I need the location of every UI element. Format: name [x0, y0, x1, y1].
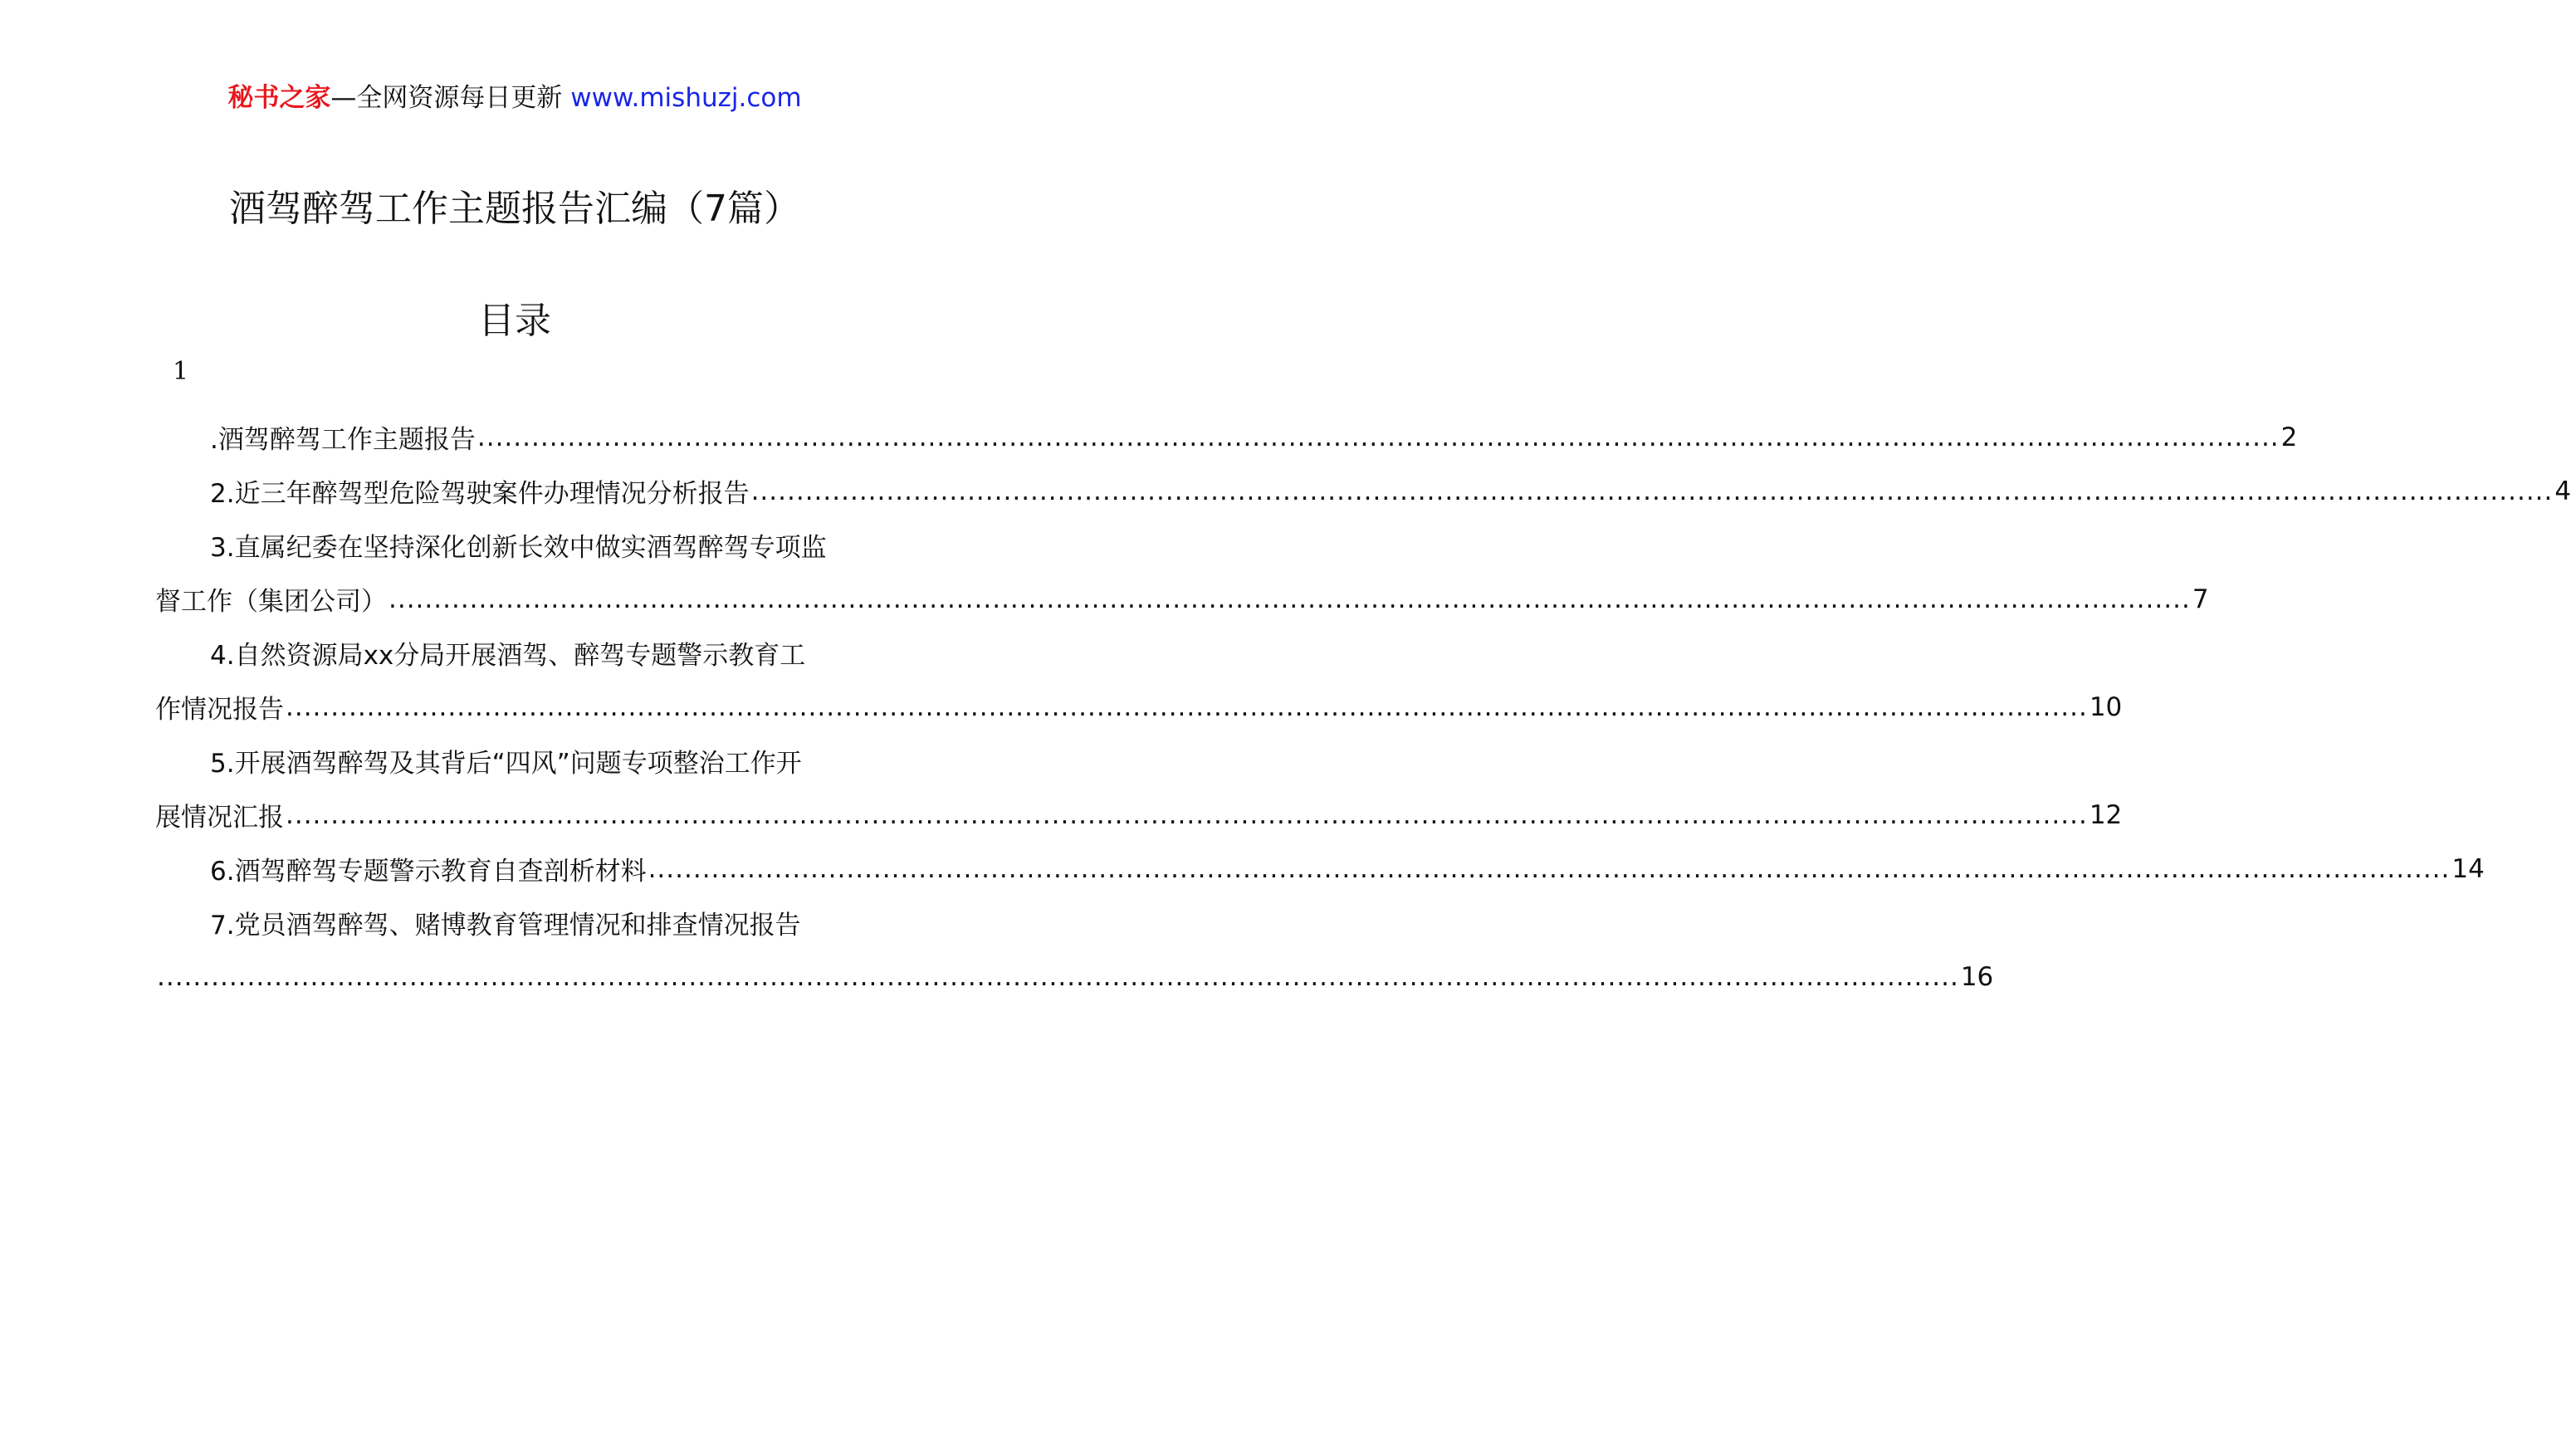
- toc-dot-leader: ........................................................................................................................................................................................................: [286, 691, 2088, 722]
- toc-page-number: 16: [1960, 961, 1994, 992]
- toc-page-number: 10: [2089, 691, 2123, 722]
- toc-entry-line[interactable]: [155, 464, 2571, 518]
- toc-dot-leader: ........................................................................................................................................................................................................: [389, 584, 2191, 614]
- toc-page-number: 7: [2192, 584, 2209, 614]
- toc-entry-text: 3.直属纪委在坚持深化创新长效中做实酒驾醉驾专项监: [210, 533, 827, 563]
- toc-entry-text: .酒驾醉驾工作主题报告: [210, 425, 476, 455]
- document-title: 酒驾醉驾工作主题报告汇编（7篇）: [229, 188, 800, 230]
- toc-page-number: 12: [2089, 799, 2123, 830]
- toc-entry-line[interactable]: [155, 788, 2123, 842]
- toc-entry-text: 7.党员酒驾醉驾、赌博教育管理情况和排查情况报告: [210, 911, 801, 941]
- table-of-contents: [155, 410, 2571, 1004]
- header-slogan: —全网资源每日更新: [330, 83, 563, 113]
- toc-entry-line[interactable]: [155, 680, 2123, 734]
- toc-page-number: 2: [2280, 422, 2298, 452]
- toc-entry-text: 2.近三年醉驾型危险驾驶案件办理情况分析报告: [210, 479, 750, 509]
- toc-entry-text: 6.酒驾醉驾专题警示教育自查剖析材料: [210, 857, 647, 887]
- page-marker: 1: [173, 357, 189, 386]
- toc-entry-text: 4.自然资源局xx分局开展酒驾、醉驾专题警示教育工: [210, 641, 806, 671]
- brand-name: 秘书之家: [227, 83, 331, 113]
- toc-entry-line[interactable]: [155, 410, 2298, 464]
- site-header: [0, 81, 1029, 115]
- toc-dot-leader: ........................................................................................................................................................................................................: [286, 799, 2088, 830]
- toc-entry-line[interactable]: [155, 842, 2485, 896]
- toc-entry-text: 督工作（集团公司）: [155, 587, 387, 617]
- toc-page-number: 14: [2451, 853, 2485, 884]
- toc-entry-text: 5.开展酒驾醉驾及其背后“四风”问题专项整治工作开: [210, 749, 802, 779]
- site-url-link[interactable]: www.mishuzj.com: [570, 83, 802, 113]
- toc-entry-line[interactable]: [155, 734, 875, 788]
- toc-entry-line[interactable]: [155, 896, 875, 950]
- toc-entry-line[interactable]: [155, 518, 875, 572]
- toc-heading: 目录: [478, 300, 551, 342]
- toc-entry-line[interactable]: [155, 950, 1994, 1004]
- toc-entry-line[interactable]: [155, 572, 2209, 626]
- toc-dot-leader: ........................................................................................................................................................................................................: [157, 961, 1959, 992]
- toc-dot-leader: ........................................................................................................................................................................................................: [477, 422, 2280, 452]
- toc-page-number: 4: [2554, 476, 2571, 506]
- toc-entry-text: 展情况汇报: [155, 803, 284, 833]
- toc-entry-text: 作情况报告: [155, 695, 284, 725]
- toc-dot-leader: ........................................................................................................................................................................................................: [750, 476, 2554, 506]
- toc-entry-line[interactable]: [155, 626, 875, 680]
- toc-dot-leader: ........................................................................................................................................................................................................: [648, 853, 2451, 884]
